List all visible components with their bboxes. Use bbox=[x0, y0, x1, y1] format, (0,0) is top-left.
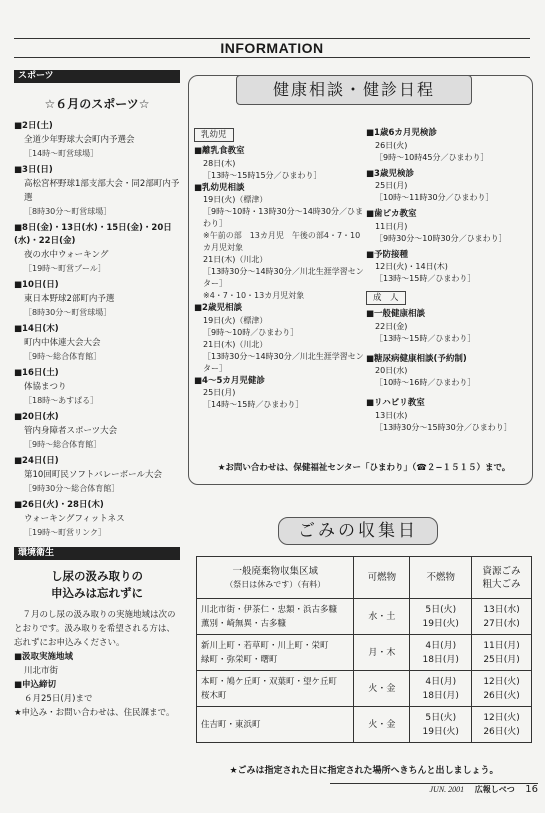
health-item bbox=[194, 145, 364, 182]
date-line: 27日(水) bbox=[483, 618, 520, 629]
recycle-cell bbox=[472, 635, 532, 671]
area-line: 本町・鳩ケ丘町・双葉町・望ケ丘町 bbox=[201, 676, 338, 687]
infant-tag: 乳幼児 bbox=[194, 128, 234, 142]
event-note: ［9時〜総合体育館］ bbox=[24, 352, 102, 361]
environment-contact: ★申込み・お問い合わせは、住民課まで。 bbox=[14, 708, 175, 718]
page-title: INFORMATION bbox=[14, 38, 530, 58]
health-item-title: ■1歳6カ月児検診 bbox=[366, 128, 437, 138]
nonburnable-cell bbox=[410, 707, 472, 743]
area-line: 川北市街・伊茶仁・忠類・浜古多糠 bbox=[201, 604, 338, 615]
date-line: 4日(月) bbox=[425, 640, 457, 651]
environment-title-line: 申込みは忘れずに bbox=[51, 586, 143, 600]
health-item bbox=[366, 397, 532, 434]
event-date: ■16日(土) bbox=[14, 368, 59, 378]
date-line: 19日(火) bbox=[422, 726, 459, 737]
event-date: ■3日(日) bbox=[14, 165, 53, 175]
health-item-line: 19日(火)（標津） bbox=[203, 315, 268, 325]
date-line: 26日(火) bbox=[483, 726, 520, 737]
area-header-line: 一般廃棄物収集区域 bbox=[232, 565, 318, 577]
sports-event bbox=[14, 279, 180, 319]
health-item bbox=[366, 208, 532, 245]
burnable-cell: 火・金 bbox=[354, 671, 410, 707]
page-number: 16 bbox=[525, 784, 538, 795]
area-header-line: （祭日は休みです）（有料） bbox=[225, 579, 326, 589]
recycle-header-line: 粗大ごみ bbox=[482, 578, 521, 590]
sports-event bbox=[14, 411, 180, 451]
environment-body: ７月のし尿の汲み取りの実施地域は次のとおりです。汲み取りを希望される方は、忘れずにお申込みください。 bbox=[14, 610, 176, 648]
health-item-title: ■一般健康相談 bbox=[366, 309, 426, 319]
health-item-line: ［13時30分〜15時30分／ひまわり］ bbox=[375, 422, 512, 432]
left-column bbox=[14, 70, 180, 720]
health-item-title: ■4〜5カ月児健診 bbox=[194, 375, 265, 386]
deadline-value: ６月25日(月)まで bbox=[24, 694, 93, 704]
health-item-line: ［9時〜10時／ひまわり］ bbox=[203, 327, 299, 337]
burnable-cell: 火・金 bbox=[354, 707, 410, 743]
health-item-line: 20日(水) bbox=[375, 366, 408, 375]
page-footer bbox=[330, 783, 538, 797]
recycle-cell bbox=[472, 671, 532, 707]
area-line: 住吉町・東浜町 bbox=[201, 719, 261, 730]
health-item bbox=[366, 308, 532, 345]
sports-event bbox=[14, 367, 180, 407]
event-name: 夜の水中ウォーキング bbox=[24, 250, 109, 260]
event-note: ［9時30分〜総合体育館］ bbox=[24, 484, 120, 493]
date-line: 4日(月) bbox=[425, 676, 457, 687]
garbage-table bbox=[196, 556, 532, 743]
health-item-line: 25日(月) bbox=[375, 181, 408, 190]
event-name: 管内身障者スポーツ大会 bbox=[24, 426, 118, 436]
sports-title: ☆６月のスポーツ☆ bbox=[44, 97, 150, 111]
date-line: 26日(火) bbox=[483, 690, 520, 701]
date-line: 5日(火) bbox=[425, 604, 457, 615]
health-item-line: ［10時〜16時／ひまわり］ bbox=[375, 378, 476, 387]
event-date: ■14日(木) bbox=[14, 324, 59, 334]
recycle-cell bbox=[472, 707, 532, 743]
event-note: ［8時30分〜町営球場］ bbox=[24, 207, 112, 216]
health-item-line: 11日(月) bbox=[375, 221, 408, 231]
health-item bbox=[194, 182, 364, 303]
health-item bbox=[194, 375, 364, 412]
area-cell bbox=[197, 707, 354, 743]
health-item-line: 12日(火)・14日(木) bbox=[375, 262, 448, 271]
health-item-line: ［9時30分〜10時30分／ひまわり］ bbox=[375, 233, 507, 243]
health-item-line: ［13時30分〜14時30分／川北生涯学習センター］ bbox=[203, 267, 364, 288]
event-date: ■2日(土) bbox=[14, 121, 53, 131]
date-line: 19日(火) bbox=[422, 618, 459, 629]
recycle-cell bbox=[472, 599, 532, 635]
area-line: 薫別・崎無異・古多糠 bbox=[201, 618, 287, 629]
event-date: ■24日(日) bbox=[14, 456, 59, 466]
event-name: 町内中体連大会大会 bbox=[24, 338, 101, 348]
area-line: 新川上町・若草町・川上町・栄町 bbox=[201, 640, 329, 651]
date-line: 25日(月) bbox=[483, 654, 520, 665]
health-item-note: ※4・7・10・13カ月児対象 bbox=[203, 291, 305, 300]
health-item-line: ［13時〜15時／ひまわり］ bbox=[375, 274, 476, 283]
health-item-line: 21日(木)（川北） bbox=[203, 339, 268, 349]
event-date: ■26日(火)・28日(木) bbox=[14, 500, 104, 510]
health-item-line: ［13時〜15時／ひまわり］ bbox=[375, 333, 476, 343]
garbage-title: ごみの収集日 bbox=[278, 517, 438, 545]
date-line: 12日(火) bbox=[483, 676, 520, 687]
health-item-line: 28日(木) bbox=[203, 158, 236, 168]
sports-section-tag: スポーツ bbox=[14, 70, 180, 83]
event-note: ［18時〜あすぱる］ bbox=[24, 396, 99, 405]
event-note: ［14時〜町営球場］ bbox=[24, 149, 99, 158]
table-row bbox=[197, 671, 532, 707]
health-item-line: 21日(木)（川北） bbox=[203, 255, 268, 264]
adult-tag: 成 人 bbox=[366, 291, 406, 305]
date-line: 12日(火) bbox=[483, 712, 520, 723]
footer-month: JUN. 2001 bbox=[429, 785, 465, 794]
recycle-header-line: 資源ごみ bbox=[482, 565, 521, 577]
table-row bbox=[197, 635, 532, 671]
sports-event bbox=[14, 222, 180, 275]
nonburnable-header: 不燃物 bbox=[410, 557, 472, 599]
event-note: ［9時〜総合体育館］ bbox=[24, 440, 102, 449]
health-item-line: ［9時〜10時・13時30分〜14時30分／ひまわり］ bbox=[203, 207, 363, 228]
health-item bbox=[366, 127, 532, 164]
nonburnable-cell bbox=[410, 599, 472, 635]
area-cell bbox=[197, 599, 354, 635]
nonburnable-cell bbox=[410, 635, 472, 671]
event-name: 体協まつり bbox=[24, 382, 67, 392]
health-item-line: ［10時〜11時30分／ひまわり］ bbox=[375, 193, 494, 202]
sports-event bbox=[14, 455, 180, 495]
event-name: 高松宮杯野球1部支部大会・同2部町内予選 bbox=[24, 179, 180, 203]
health-item-line: 25日(月) bbox=[203, 388, 236, 397]
health-schedule-title: 健康相談・健診日程 bbox=[236, 75, 472, 105]
footer-publication: 広報しべつ bbox=[474, 785, 515, 794]
burnable-cell: 月・木 bbox=[354, 635, 410, 671]
health-item-line: ［14時〜15時／ひまわり］ bbox=[203, 400, 304, 409]
date-line: 11日(月) bbox=[483, 640, 520, 651]
health-item-title: ■リハビリ教室 bbox=[366, 398, 425, 408]
area-line: 緑町・弥栄町・曙町 bbox=[201, 654, 278, 665]
date-line: 13日(水) bbox=[483, 604, 520, 615]
environment-section-tag: 環境衛生 bbox=[14, 547, 180, 560]
event-note: ［19時〜町営プール］ bbox=[24, 264, 106, 273]
health-item-line: ［13時〜15時15分／ひまわり］ bbox=[203, 170, 322, 180]
event-name: 第10回町民ソフトバレーボール大会 bbox=[24, 470, 162, 480]
area-value: 川北市街 bbox=[24, 666, 59, 676]
area-line: 桜木町 bbox=[201, 690, 227, 701]
health-item bbox=[194, 302, 364, 375]
health-item-line: ［13時30分〜14時30分／川北生涯学習センター］ bbox=[203, 351, 364, 373]
health-right-column bbox=[366, 127, 532, 434]
health-left-column bbox=[194, 128, 364, 411]
health-item-title: ■3歳児検診 bbox=[366, 168, 414, 179]
burnable-header: 可燃物 bbox=[354, 557, 410, 599]
table-row bbox=[197, 707, 532, 743]
deadline-heading: ■申込締切 bbox=[14, 680, 57, 690]
environment-title-line: し尿の汲み取りの bbox=[51, 569, 143, 583]
garbage-footer-note: ★ごみは指定された日に指定された場所へきちんと出しましょう。 bbox=[229, 766, 499, 776]
sports-event bbox=[14, 499, 180, 539]
event-name: 東日本野球2部町内予選 bbox=[24, 294, 115, 304]
health-item-line: 26日(火) bbox=[375, 140, 408, 150]
date-line: 18日(月) bbox=[422, 690, 459, 701]
event-date: ■8日(金)・13日(水)・15日(金)・20日(水)・22日(金) bbox=[14, 223, 172, 246]
environment-title bbox=[14, 568, 180, 602]
health-item-title: ■離乳食教室 bbox=[194, 146, 245, 156]
health-item-line: 19日(火)（標津） bbox=[203, 195, 268, 204]
event-note: ［19時〜町営リンク］ bbox=[24, 528, 107, 537]
health-item-title: ■予防接種 bbox=[366, 249, 409, 260]
health-contact: ★お問い合わせは、保健福祉センター「ひまわり」（☎２−１５１５）まで。 bbox=[217, 463, 511, 473]
recycle-header bbox=[472, 557, 532, 599]
date-line: 5日(火) bbox=[425, 712, 457, 723]
event-date: ■10日(日) bbox=[14, 280, 59, 290]
health-item bbox=[366, 353, 532, 390]
health-item-line: 13日(水) bbox=[375, 410, 408, 420]
area-heading: ■汲取実施地域 bbox=[14, 652, 74, 662]
event-name: ウォーキングフィットネス bbox=[24, 514, 125, 524]
burnable-cell: 水・土 bbox=[354, 599, 410, 635]
health-item-line: 22日(金) bbox=[375, 321, 408, 331]
health-item-note: ※午前の部 13カ月児 午後の部4・7・10カ月児対象 bbox=[203, 231, 361, 252]
event-note: ［8時30分〜町営球場］ bbox=[24, 308, 112, 317]
date-line: 18日(月) bbox=[422, 654, 459, 665]
area-header bbox=[197, 557, 354, 599]
sports-event bbox=[14, 323, 180, 363]
health-item-title: ■2歳児相談 bbox=[194, 303, 242, 313]
area-cell bbox=[197, 671, 354, 707]
table-row bbox=[197, 599, 532, 635]
health-item-title: ■歯ピカ教室 bbox=[366, 209, 417, 219]
health-item bbox=[366, 249, 532, 286]
sports-event bbox=[14, 164, 180, 218]
health-item bbox=[366, 168, 532, 205]
nonburnable-cell bbox=[410, 671, 472, 707]
health-item-line: ［9時〜10時45分／ひまわり］ bbox=[375, 152, 489, 162]
sports-event bbox=[14, 120, 180, 160]
event-name: 全道少年野球大会町内予選会 bbox=[24, 135, 135, 145]
table-header-row bbox=[197, 557, 532, 599]
health-item-title: ■糖尿病健康相談(予約制) bbox=[366, 353, 467, 364]
health-item-title: ■乳幼児相談 bbox=[194, 182, 245, 193]
area-cell bbox=[197, 635, 354, 671]
event-date: ■20日(水) bbox=[14, 412, 59, 422]
